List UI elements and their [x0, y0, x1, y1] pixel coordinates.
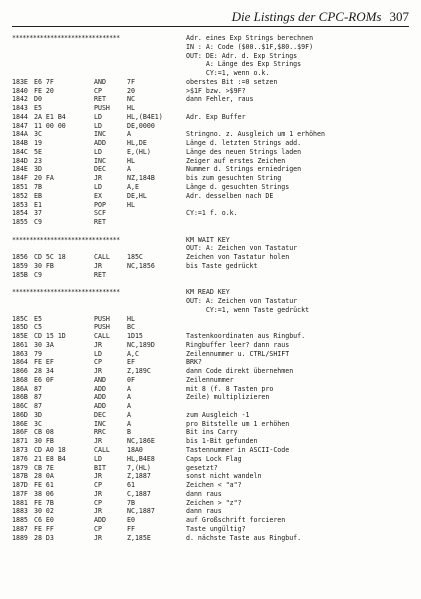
address: 185C — [12, 314, 28, 323]
listing-row — [12, 236, 415, 245]
operand: 7F — [127, 77, 135, 86]
comment: Nummer d. Strings erniedrigen — [186, 165, 302, 174]
mnemonic: CALL — [94, 253, 110, 262]
operand: A,C — [127, 349, 139, 358]
mnemonic: PUSH — [94, 104, 110, 113]
opcode-bytes: CB 7E — [34, 463, 54, 472]
operand: HL — [127, 104, 135, 113]
address: 184D — [12, 156, 28, 165]
address: 1866 — [12, 367, 28, 376]
comment: pro Bitstelle um 1 erhöhen — [186, 419, 290, 428]
opcode-bytes: 30 3A — [34, 340, 54, 349]
address: 1842 — [12, 95, 28, 104]
operand: NC,186E — [127, 437, 155, 446]
address: 184E — [12, 165, 28, 174]
mnemonic: INC — [94, 419, 106, 428]
address: 1873 — [12, 445, 28, 454]
opcode-bytes: FE 61 — [34, 481, 54, 490]
opcode-bytes: 87 — [34, 402, 42, 411]
mnemonic: CP — [94, 498, 102, 507]
address: 1854 — [12, 209, 28, 218]
listing-row — [12, 95, 415, 104]
listing-row — [12, 367, 415, 376]
mnemonic: CP — [94, 358, 102, 367]
comment: CY:=1, wenn Taste gedrückt — [186, 305, 310, 314]
comment: A: Länge des Exp Strings — [186, 60, 302, 69]
mnemonic: ADD — [94, 393, 106, 402]
mnemonic: AND — [94, 375, 106, 384]
listing-row — [12, 481, 415, 490]
listing-row — [12, 525, 415, 534]
listing-row — [12, 271, 415, 280]
opcode-bytes: 87 — [34, 393, 42, 402]
listing-row — [12, 516, 415, 525]
mnemonic: INC — [94, 156, 106, 165]
comment: bis Taste gedrückt — [186, 261, 258, 270]
assembly-listing — [12, 34, 415, 542]
mnemonic: PUSH — [94, 314, 110, 323]
operand: 7,(HL) — [127, 463, 151, 472]
comment: Zeichen < "a"? — [186, 481, 242, 490]
listing-row — [12, 201, 415, 210]
mnemonic: INC — [94, 130, 106, 139]
listing-row — [12, 507, 415, 516]
mnemonic: RET — [94, 270, 106, 279]
listing-row — [12, 385, 415, 394]
address: 1868 — [12, 375, 28, 384]
comment: Tastenkoordinaten aus Ringbuf. — [186, 332, 306, 341]
comment: Zeiger auf erstes Zeichen — [186, 156, 286, 165]
comment: IN : A: Code ($00..$1F,$80..$9F) — [186, 42, 314, 51]
comment: auf Großschrift forcieren — [186, 516, 286, 525]
operand: B — [127, 428, 131, 437]
address: 1856 — [12, 253, 28, 262]
opcode-bytes: 3C — [34, 419, 42, 428]
opcode-bytes: C9 — [34, 270, 42, 279]
address: 185E — [12, 332, 28, 341]
listing-row — [12, 393, 415, 402]
operand: A — [127, 410, 131, 419]
opcode-bytes: E6 0F — [34, 375, 54, 384]
comment: Tastennummer in ASCII-Code — [186, 445, 290, 454]
mnemonic: LD — [94, 183, 102, 192]
operand: Z,1887 — [127, 472, 151, 481]
comment: CY:=1 f. o.k. — [186, 209, 238, 218]
operand: Z,185E — [127, 533, 151, 542]
mnemonic: JR — [94, 261, 102, 270]
mnemonic: CALL — [94, 332, 110, 341]
mnemonic: JR — [94, 489, 102, 498]
operand: HL — [127, 200, 135, 209]
page-header — [12, 8, 409, 27]
operand: A — [127, 130, 131, 139]
comment: Zeilennummer — [186, 375, 234, 384]
address: 1844 — [12, 112, 28, 121]
address: 1883 — [12, 507, 28, 516]
opcode-bytes: 30 FB — [34, 437, 54, 446]
comment: Länge d. gesuchten Strings — [186, 183, 290, 192]
mnemonic: CP — [94, 86, 102, 95]
operand: NZ,184B — [127, 174, 155, 183]
operand: Z,189C — [127, 367, 151, 376]
comment: CY:=1, wenn o.k. — [186, 69, 270, 78]
listing-row — [12, 218, 415, 227]
listing-row — [12, 148, 415, 157]
listing-row — [12, 209, 415, 218]
address: 184A — [12, 130, 28, 139]
mnemonic: RRC — [94, 428, 106, 437]
opcode-bytes: CD A0 18 — [34, 445, 66, 454]
opcode-bytes: 38 06 — [34, 489, 54, 498]
listing-row — [12, 34, 415, 43]
listing-row — [12, 341, 415, 350]
comment: dann Fehler, raus — [186, 95, 254, 104]
operand: E,(HL) — [127, 147, 151, 156]
opcode-bytes: D0 — [34, 95, 42, 104]
mnemonic: JR — [94, 367, 102, 376]
mnemonic: POP — [94, 200, 106, 209]
separator-line: ******************************* — [12, 34, 120, 42]
listing-row — [12, 279, 415, 288]
comment: KM WAIT KEY — [186, 235, 230, 244]
address: 1851 — [12, 183, 28, 192]
address: 1861 — [12, 340, 28, 349]
operand: NC,1856 — [127, 261, 155, 270]
operand: 20 — [127, 86, 135, 95]
mnemonic: JR — [94, 174, 102, 183]
address: 186A — [12, 384, 28, 393]
comment: OUT: A: Zeichen von Tastatur — [186, 296, 298, 305]
operand: EF — [127, 358, 135, 367]
address: 186E — [12, 419, 28, 428]
comment: >$1F bzw. >$9F? — [186, 86, 246, 95]
listing-row — [12, 499, 415, 508]
address: 184F — [12, 174, 28, 183]
address: 186B — [12, 393, 28, 402]
mnemonic: CP — [94, 524, 102, 533]
listing-row — [12, 87, 415, 96]
opcode-bytes: 30 02 — [34, 507, 54, 516]
operand: DE,HL — [127, 191, 147, 200]
address: 186F — [12, 428, 28, 437]
mnemonic: SCF — [94, 209, 106, 218]
address: 1853 — [12, 200, 28, 209]
listing-row — [12, 244, 415, 253]
comment: Zeichen > "z"? — [186, 498, 242, 507]
mnemonic: JR — [94, 533, 102, 542]
address: 1887 — [12, 524, 28, 533]
opcode-bytes: 23 — [34, 156, 42, 165]
comment: dann raus — [186, 507, 222, 516]
operand: A — [127, 384, 131, 393]
address: 186D — [12, 410, 28, 419]
mnemonic: DEC — [94, 165, 106, 174]
address: 187B — [12, 472, 28, 481]
opcode-bytes: 20 FA — [34, 174, 54, 183]
listing-row — [12, 446, 415, 455]
comment: dann Code direkt übernehmen — [186, 367, 294, 376]
address: 184C — [12, 147, 28, 156]
opcode-bytes: CB 08 — [34, 428, 54, 437]
comment: Adr. eines Exp Strings berechnen — [186, 34, 314, 42]
operand: A — [127, 165, 131, 174]
address: 187D — [12, 481, 28, 490]
listing-row — [12, 306, 415, 315]
listing-row — [12, 455, 415, 464]
comment: bis 1-Bit gefunden — [186, 437, 258, 446]
opcode-bytes: CD 5C 18 — [34, 253, 66, 262]
opcode-bytes: 30 FB — [34, 261, 54, 270]
comment: Adr. Exp Buffer — [186, 112, 246, 121]
opcode-bytes: FE 7B — [34, 498, 54, 507]
comment: Zeichen von Tastatur holen — [186, 253, 290, 262]
comment: Zeile) multiplizieren — [186, 393, 270, 402]
address: 1881 — [12, 498, 28, 507]
operand: A,E — [127, 183, 139, 192]
opcode-bytes: FE 20 — [34, 86, 54, 95]
opcode-bytes: 3C — [34, 130, 42, 139]
mnemonic: JR — [94, 507, 102, 516]
opcode-bytes: C6 E0 — [34, 516, 54, 525]
mnemonic: LD — [94, 349, 102, 358]
mnemonic: JR — [94, 340, 102, 349]
address: 1840 — [12, 86, 28, 95]
comment: oberstes Bit :=0 setzen — [186, 77, 278, 86]
listing-row — [12, 78, 415, 87]
listing-row — [12, 534, 415, 543]
listing-row — [12, 60, 415, 69]
listing-row — [12, 69, 415, 78]
mnemonic: EX — [94, 191, 102, 200]
mnemonic: BIT — [94, 463, 106, 472]
mnemonic: LD — [94, 112, 102, 121]
opcode-bytes: FE EF — [34, 358, 54, 367]
address: 1852 — [12, 191, 28, 200]
address: 184B — [12, 139, 28, 148]
listing-row — [12, 262, 415, 271]
operand: HL,DE — [127, 139, 147, 148]
opcode-bytes: 19 — [34, 139, 42, 148]
listing-row — [12, 428, 415, 437]
operand: BC — [127, 323, 135, 332]
opcode-bytes: 37 — [34, 209, 42, 218]
comment: mit 8 (f. 8 Tasten pro — [186, 384, 274, 393]
opcode-bytes: C9 — [34, 218, 42, 227]
page-number: 307 — [389, 9, 409, 24]
comment: Caps Lock Flag — [186, 454, 242, 463]
listing-row — [12, 323, 415, 332]
operand: 18A0 — [127, 445, 143, 454]
comment: Zeilennummer u. CTRL/SHIFT — [186, 349, 290, 358]
comment: OUT: A: Zeichen von Tastatur — [186, 244, 298, 253]
listing-row — [12, 288, 415, 297]
opcode-bytes: 3D — [34, 410, 42, 419]
mnemonic: AND — [94, 77, 106, 86]
separator-line: ******************************* — [12, 235, 120, 244]
opcode-bytes: 11 00 00 — [34, 121, 66, 130]
operand: HL — [127, 314, 135, 323]
mnemonic: ADD — [94, 516, 106, 525]
operand: FF — [127, 524, 135, 533]
mnemonic: DEC — [94, 410, 106, 419]
operand: NC — [127, 95, 135, 104]
operand: HL,(B4E1) — [127, 112, 163, 121]
opcode-bytes: 28 0A — [34, 472, 54, 481]
listing-row — [12, 192, 415, 201]
address: 1876 — [12, 454, 28, 463]
address: 1855 — [12, 218, 28, 227]
opcode-bytes: 2A E1 B4 — [34, 112, 66, 121]
comment: zum Ausgleich -1 — [186, 410, 250, 419]
address: 1859 — [12, 261, 28, 270]
operand: NC,1887 — [127, 507, 155, 516]
comment: Ringbuffer leer? dann raus — [186, 340, 290, 349]
mnemonic: JR — [94, 437, 102, 446]
mnemonic: RET — [94, 218, 106, 227]
listing-row — [12, 472, 415, 481]
listing-row — [12, 183, 415, 192]
listing-row — [12, 464, 415, 473]
mnemonic: ADD — [94, 384, 106, 393]
listing-row — [12, 139, 415, 148]
operand: 61 — [127, 481, 135, 490]
operand: 185C — [127, 253, 143, 262]
opcode-bytes: 5E — [34, 147, 42, 156]
listing-row — [12, 165, 415, 174]
comment: Taste ungültig? — [186, 524, 246, 533]
listing-row — [12, 174, 415, 183]
comment: Länge d. letzten Strings add. — [186, 139, 302, 148]
opcode-bytes: EB — [34, 191, 42, 200]
operand: A — [127, 393, 131, 402]
operand: A — [127, 402, 131, 411]
opcode-bytes: 28 34 — [34, 367, 54, 376]
opcode-bytes: E1 — [34, 200, 42, 209]
mnemonic: CP — [94, 481, 102, 490]
opcode-bytes: E5 — [34, 104, 42, 113]
listing-row — [12, 113, 415, 122]
address: 185B — [12, 270, 28, 279]
mnemonic: ADD — [94, 139, 106, 148]
operand: 0F — [127, 375, 135, 384]
address: 1871 — [12, 437, 28, 446]
listing-row — [12, 332, 415, 341]
opcode-bytes: 3D — [34, 165, 42, 174]
comment: d. nächste Taste aus Ringbuf. — [186, 533, 302, 542]
opcode-bytes: 28 D3 — [34, 533, 54, 542]
mnemonic: LD — [94, 147, 102, 156]
mnemonic: LD — [94, 454, 102, 463]
listing-row — [12, 420, 415, 429]
listing-row — [12, 402, 415, 411]
comment: Stringno. z. Ausgleich um 1 erhöhen — [186, 130, 325, 139]
listing-row — [12, 376, 415, 385]
mnemonic: ADD — [94, 402, 106, 411]
listing-row — [12, 52, 415, 61]
operand: NC,189D — [127, 340, 155, 349]
listing-row — [12, 411, 415, 420]
operand: DE,0000 — [127, 121, 155, 130]
operand: E0 — [127, 516, 135, 525]
listing-row — [12, 122, 415, 131]
listing-row — [12, 297, 415, 306]
comment: dann raus — [186, 489, 222, 498]
address: 1863 — [12, 349, 28, 358]
opcode-bytes: FE FF — [34, 524, 54, 533]
listing-row — [12, 358, 415, 367]
separator-line: ******************************* — [12, 288, 120, 297]
comment: sonst nicht wandeln — [186, 472, 262, 481]
opcode-bytes: E6 7F — [34, 77, 54, 86]
address: 1847 — [12, 121, 28, 130]
mnemonic: LD — [94, 121, 102, 130]
operand: HL — [127, 156, 135, 165]
opcode-bytes: 21 E8 B4 — [34, 454, 66, 463]
running-title: Die Listings der CPC-ROMs — [231, 9, 382, 24]
mnemonic: JR — [94, 472, 102, 481]
listing-row — [12, 253, 415, 262]
opcode-bytes: CD 15 1D — [34, 332, 66, 341]
address: 1843 — [12, 104, 28, 113]
opcode-bytes: 79 — [34, 349, 42, 358]
opcode-bytes: 7B — [34, 183, 42, 192]
comment: Länge des neuen Strings laden — [186, 147, 302, 156]
operand: A — [127, 419, 131, 428]
address: 1885 — [12, 516, 28, 525]
listing-row — [12, 104, 415, 113]
address: 185D — [12, 323, 28, 332]
opcode-bytes: 87 — [34, 384, 42, 393]
mnemonic: PUSH — [94, 323, 110, 332]
comment: bis zum gesuchten String — [186, 174, 282, 183]
address: 183E — [12, 77, 28, 86]
address: 187F — [12, 489, 28, 498]
address: 1879 — [12, 463, 28, 472]
operand: C,1887 — [127, 489, 151, 498]
listing-row — [12, 490, 415, 499]
address: 186C — [12, 402, 28, 411]
comment: BRK? — [186, 358, 202, 367]
comment: Adr. desselben nach DE — [186, 191, 274, 200]
mnemonic: CALL — [94, 445, 110, 454]
listing-row — [12, 43, 415, 52]
opcode-bytes: E5 — [34, 314, 42, 323]
comment: gesetzt? — [186, 463, 218, 472]
operand: 7B — [127, 498, 135, 507]
mnemonic: RET — [94, 95, 106, 104]
listing-row — [12, 227, 415, 236]
listing-row — [12, 157, 415, 166]
address: 1864 — [12, 358, 28, 367]
comment: OUT: DE: Adr. d. Exp Strings — [186, 51, 298, 60]
comment: Bit ins Carry — [186, 428, 238, 437]
comment: KM READ KEY — [186, 288, 230, 297]
operand: 1D15 — [127, 332, 143, 341]
listing-row — [12, 437, 415, 446]
listing-row — [12, 350, 415, 359]
listing-row — [12, 130, 415, 139]
opcode-bytes: C5 — [34, 323, 42, 332]
listing-row — [12, 315, 415, 324]
operand: HL,B4E8 — [127, 454, 155, 463]
address: 1889 — [12, 533, 28, 542]
